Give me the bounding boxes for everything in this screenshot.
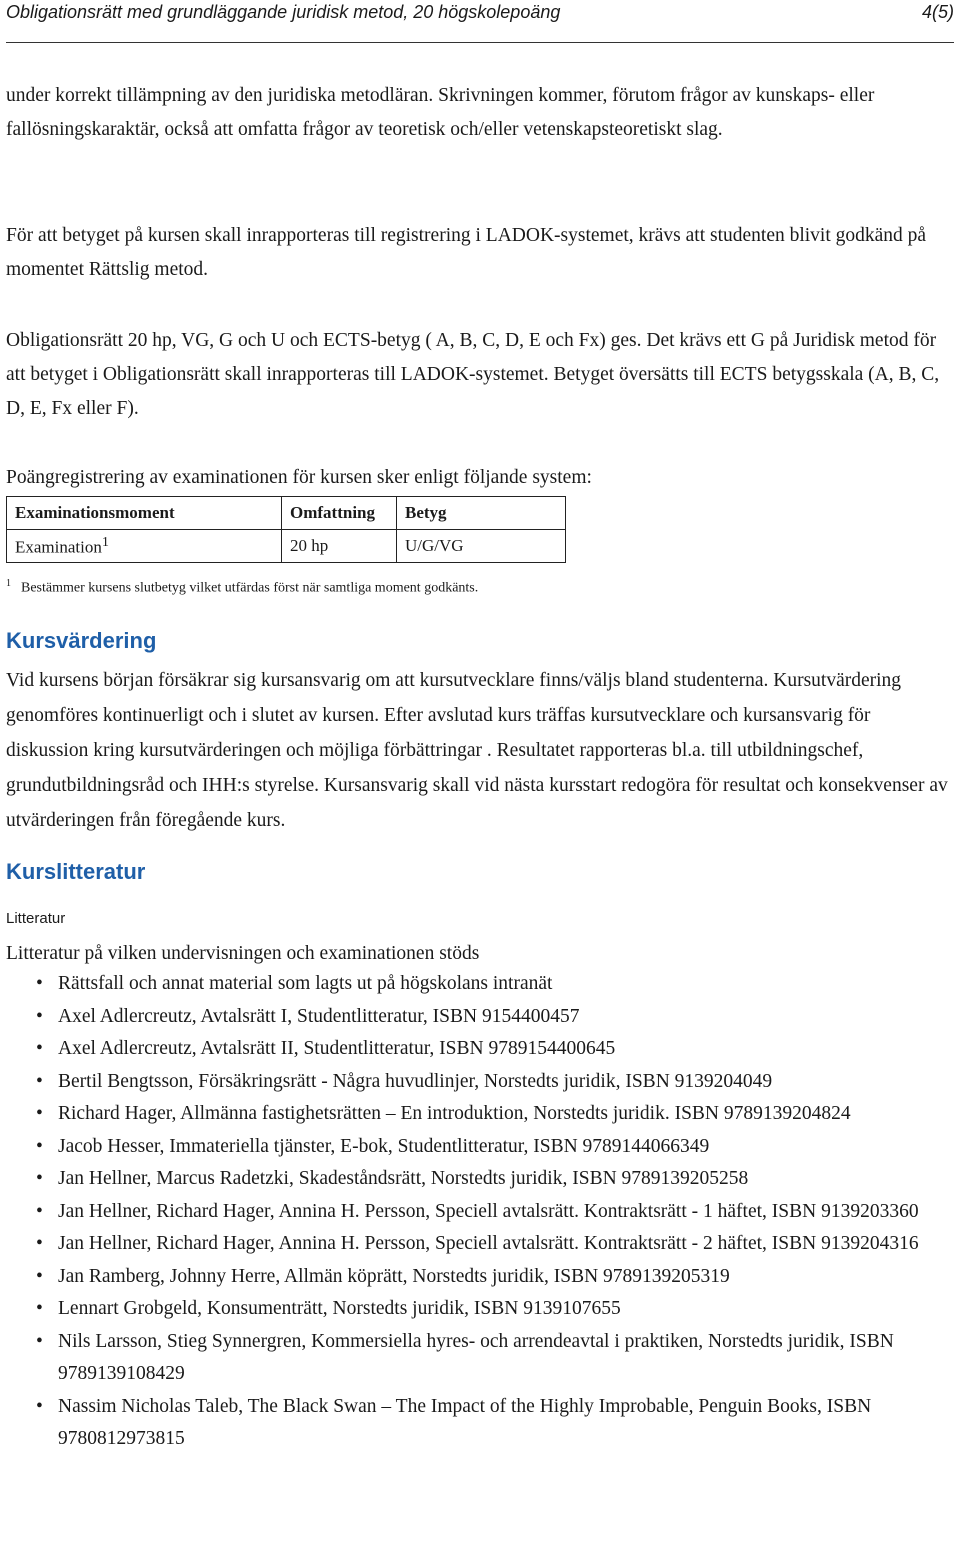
subheading-litteratur: Litteratur	[6, 910, 66, 927]
paragraph-grading: Obligationsrätt 20 hp, VG, G och U och ECTS-betyg ( A, B, C, D, E och Fx) ges. Det krävs ett G på Juridisk metod för att betyget i Obligationsrätt skall inrapporteras till LADOK-systemet. Betyget översätts till ECTS betygsskala (A, B, C, D, E, Fx eller F).	[6, 330, 940, 419]
table-header-cell: Examinationsmoment	[7, 497, 282, 530]
heading-kurslitteratur: Kurslitteratur	[6, 859, 146, 884]
page-header	[6, 0, 954, 43]
list-item: • Lennart Grobgeld, Konsumenträtt, Norstedts juridik, ISBN 9139107655	[6, 1293, 946, 1326]
course-title: Obligationsrätt med grundläggande juridisk metod, 20 högskolepoäng	[6, 2, 561, 22]
paragraph-exam-content: under korrekt tillämpning av den juridiska metodläran. Skrivningen kommer, förutom frågor av kunskaps- eller fallösningskaraktär, också att omfatta frågor av teoretisk och/eller vetenskapsteoretiskt slag.	[6, 85, 875, 140]
list-item: • Axel Adlercreutz, Avtalsrätt I, Studentlitteratur, ISBN 9154400457	[6, 1001, 946, 1034]
table-cell-betyg: U/G/VG	[397, 530, 566, 563]
list-item: • Richard Hager, Allmänna fastighetsrätten – En introduktion, Norstedts juridik. ISBN 9789139204824	[6, 1098, 946, 1131]
footnote-ref: 1	[101, 534, 109, 551]
paragraph-registration: Poängregistrering av examinationen för kursen sker enligt följande system:	[6, 467, 592, 488]
table-cell-moment: Examination$^1$	[7, 530, 282, 563]
heading-kursvardering: Kursvärdering	[6, 628, 157, 653]
paragraph-kursvardering: Vid kursens början försäkrar sig kursansvarig om att kursutvecklare finns/väljs bland studenterna. Kursutvärdering genomföres kontinuerligt och i slutet av kursen. Efter avslutad kurs träffas kursutvecklare och kursansvarig för diskussion kring kursutvärderingen och möjliga förbättringar . Resultatet rapporteras bl.a. till utbildningschef, grundutbildningsråd och IHH:s styrelse. Kursansvarig skall vid nästa kursstart redogöra för resultat och konsekvenser av utvärderingen från föregående kurs.	[6, 670, 948, 831]
footnote	[6, 578, 478, 597]
table-cell-omfattning: 20 hp	[282, 530, 397, 563]
list-item: • Bertil Bengtsson, Försäkringsrätt - Några huvudlinjer, Norstedts juridik, ISBN 9139204049	[6, 1066, 946, 1099]
footnote-text: Bestämmer kursens slutbetyg vilket utfärdas först när samtliga moment godkänts.	[21, 580, 479, 596]
list-item: • Jan Hellner, Richard Hager, Annina H. Persson, Speciell avtalsrätt. Kontraktsrätt - 2 häftet, ISBN 9139204316	[6, 1228, 946, 1261]
table-header-cell: Omfattning	[282, 497, 397, 530]
list-item: • Jan Hellner, Marcus Radetzki, Skadeståndsrätt, Norstedts juridik, ISBN 9789139205258	[6, 1163, 946, 1196]
paragraph-ladok-requirement: För att betyget på kursen skall inrapporteras till registrering i LADOK-systemet, krävs att studenten blivit godkänd på momentet Rättslig metod.	[6, 225, 927, 280]
list-item: • Nassim Nicholas Taleb, The Black Swan – The Impact of the Highly Improbable, Penguin Books, ISBN 9780812973815	[6, 1391, 946, 1456]
table-header-row	[7, 497, 566, 530]
list-item: • Nils Larsson, Stieg Synnergren, Kommersiella hyres- och arrendeavtal i praktiken, Norstedts juridik, ISBN 9789139108429	[6, 1326, 946, 1391]
examination-table	[6, 496, 566, 563]
list-item: • Jacob Hesser, Immateriella tjänster, E-bok, Studentlitteratur, ISBN 9789144066349	[6, 1131, 946, 1164]
table-row	[7, 530, 566, 563]
list-item: • Rättsfall och annat material som lagts ut på högskolans intranät	[6, 968, 946, 1001]
page-number: 4(5)	[921, 2, 954, 22]
literature-intro: Litteratur på vilken undervisningen och examinationen stöds	[6, 943, 480, 964]
literature-list	[6, 968, 946, 1456]
list-item: • Jan Hellner, Richard Hager, Annina H. Persson, Speciell avtalsrätt. Kontraktsrätt - 1 häftet, ISBN 9139203360	[6, 1196, 946, 1229]
list-item: • Jan Ramberg, Johnny Herre, Allmän köprätt, Norstedts juridik, ISBN 9789139205319	[6, 1261, 946, 1294]
footnote-marker: 1	[6, 578, 11, 589]
table-header-cell: Betyg	[397, 497, 566, 530]
list-item: • Axel Adlercreutz, Avtalsrätt II, Studentlitteratur, ISBN 9789154400645	[6, 1033, 946, 1066]
